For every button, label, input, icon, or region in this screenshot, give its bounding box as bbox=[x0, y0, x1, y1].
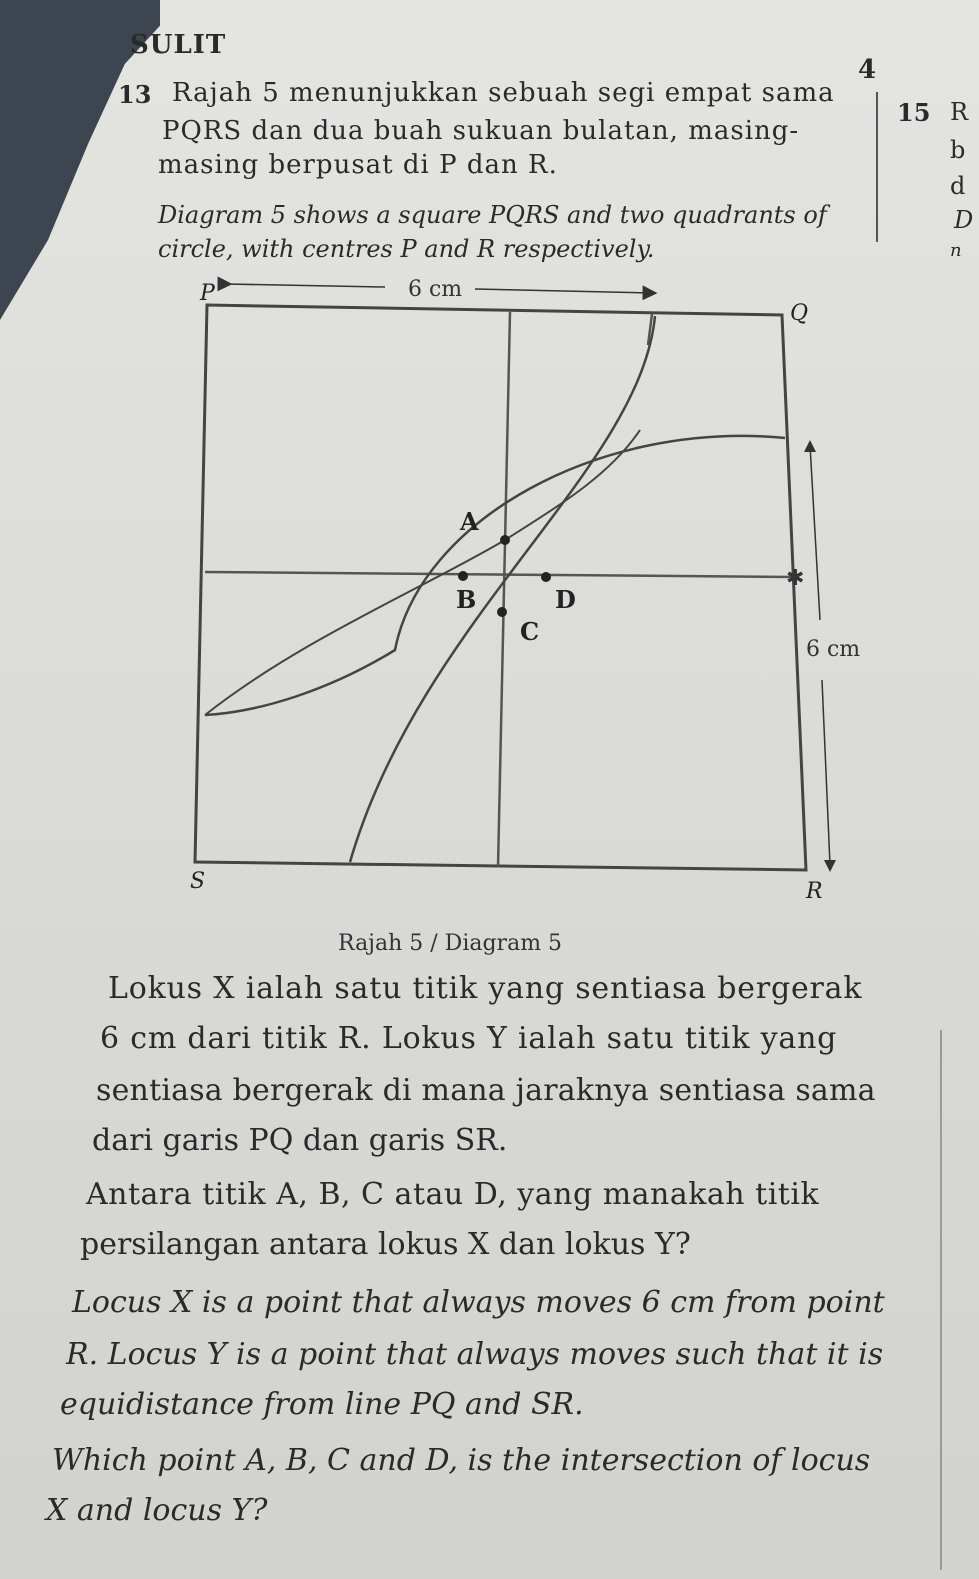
next-question-letter-2: b bbox=[950, 136, 966, 164]
page-number: 4 bbox=[858, 55, 878, 85]
point-c bbox=[497, 607, 507, 617]
right-margin-rule bbox=[940, 1030, 942, 1570]
header-sulit: SULIT bbox=[130, 30, 227, 60]
body-malay-line-6: persilangan antara lokus X dan lokus Y? bbox=[80, 1227, 691, 1262]
body-malay-line-3: sentiasa bergerak di mana jaraknya sentiasa sama bbox=[96, 1073, 876, 1108]
body-english-line-4: Which point A, B, C and D, is the intersection of locus bbox=[52, 1443, 871, 1478]
vertical-midline bbox=[498, 312, 510, 867]
next-question-letter-5: n bbox=[950, 240, 962, 261]
intro-english-line-2: circle, with centres P and R respectively. bbox=[158, 235, 655, 263]
intro-malay-line-1: Rajah 5 menunjukkan sebuah segi empat sama bbox=[172, 78, 835, 108]
body-malay-line-1: Lokus X ialah satu titik yang sentiasa bergerak bbox=[108, 971, 863, 1006]
body-malay-line-5: Antara titik A, B, C atau D, yang manakah titik bbox=[86, 1177, 820, 1212]
vertex-r: R bbox=[806, 879, 823, 904]
side-arrow-lower bbox=[822, 680, 830, 865]
top-arrow-right bbox=[475, 289, 650, 293]
point-a bbox=[500, 535, 510, 545]
quadrant-centre-p bbox=[350, 316, 655, 862]
label-a: A bbox=[460, 507, 479, 536]
diagram-caption: Rajah 5 / Diagram 5 bbox=[338, 931, 563, 956]
next-question-number: 15 bbox=[897, 98, 931, 127]
side-arrow-upper bbox=[810, 445, 820, 620]
label-c: C bbox=[520, 617, 540, 646]
next-question-letter-4: D bbox=[954, 206, 974, 234]
body-malay-line-2: 6 cm dari titik R. Lokus Y ialah satu titik yang bbox=[100, 1021, 838, 1056]
side-arrow-down-icon bbox=[824, 860, 836, 872]
top-arrow-left bbox=[225, 284, 385, 287]
point-b bbox=[458, 571, 468, 581]
side-arrow-up-icon bbox=[804, 440, 816, 452]
top-dimension-label: 6 cm bbox=[408, 277, 463, 302]
horizontal-midline bbox=[205, 572, 795, 577]
body-english-line-2: R. Locus Y is a point that always moves such that it is bbox=[66, 1337, 884, 1372]
label-b: B bbox=[456, 585, 477, 614]
vertex-p: P bbox=[200, 281, 215, 306]
body-english-line-1: Locus X is a point that always moves 6 cm from point bbox=[72, 1285, 885, 1320]
point-d bbox=[541, 572, 551, 582]
next-question-letter-1: R bbox=[950, 98, 969, 126]
body-english-line-3: equidistance from line PQ and SR. bbox=[60, 1387, 584, 1422]
body-malay-line-4: dari garis PQ dan garis SR. bbox=[92, 1123, 508, 1158]
body-english-line-5: X and locus Y? bbox=[46, 1493, 268, 1528]
intro-english-line-1: Diagram 5 shows a square PQRS and two quadrants of bbox=[158, 201, 827, 229]
label-d: D bbox=[555, 585, 576, 614]
intro-malay-line-2: PQRS dan dua buah sukuan bulatan, masing- bbox=[162, 116, 800, 146]
next-question-letter-3: d bbox=[950, 172, 966, 200]
vertex-q: Q bbox=[790, 301, 809, 326]
side-dimension-label: 6 cm bbox=[806, 637, 861, 662]
vertex-s: S bbox=[190, 869, 206, 894]
intro-malay-line-3: masing berpusat di P dan R. bbox=[158, 150, 558, 180]
star-mark-icon: ✱ bbox=[786, 566, 805, 591]
question-number: 13 bbox=[118, 80, 152, 109]
